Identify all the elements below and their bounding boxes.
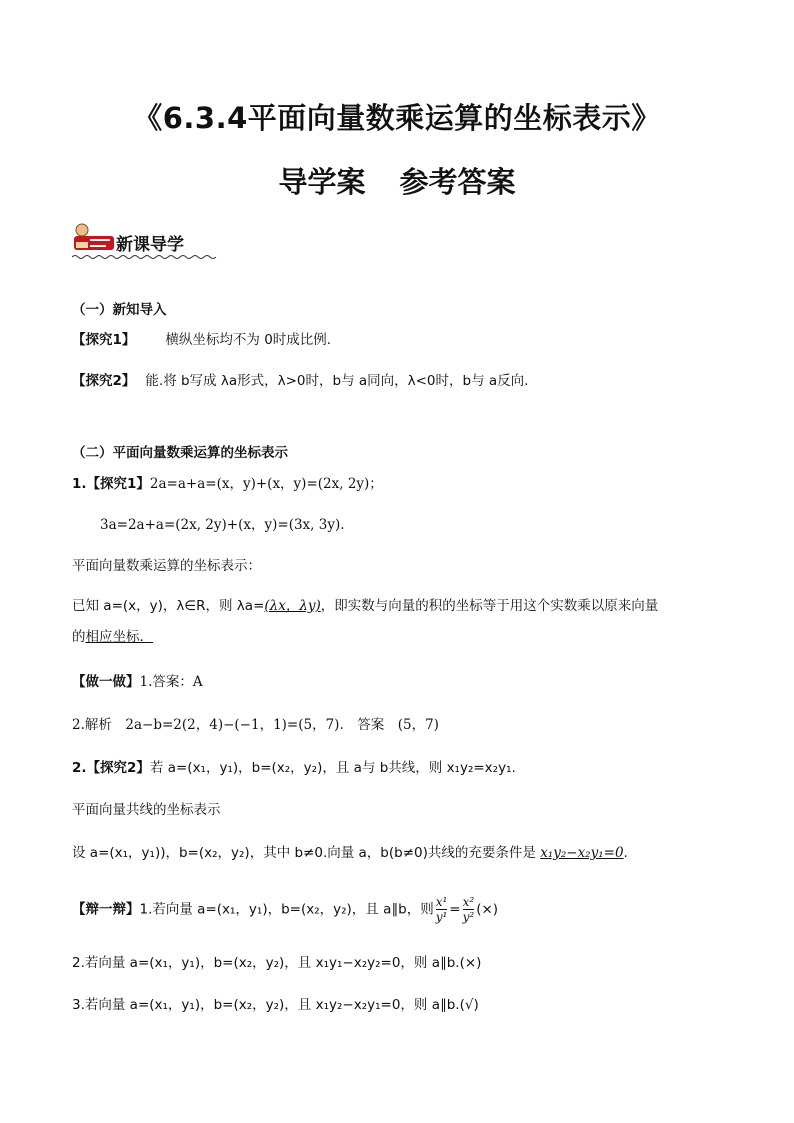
section-banner [72, 218, 222, 262]
p2-l4-under: (λx，λy) [264, 598, 321, 614]
judge1-eq: = [449, 901, 461, 918]
frac2-den: y² [462, 910, 475, 924]
p2-l10-pre: 设 a=(x₁，y₁))，b=(x₂，y₂)，其中 b≠0.向量 a，b(b≠0)共线的充要条件是 [72, 845, 541, 861]
explore1-line [72, 330, 331, 350]
p2-line2: 3a=2a+a=(2x, 2y)+(x，y)=(3x, 3y). [100, 517, 345, 533]
p2-line5 [72, 627, 153, 647]
try-text: 1.答案：A [139, 674, 203, 690]
p2-l1-tag: 1.【探究1】 [72, 476, 150, 492]
p2-l1-text: 2a=a+a=(x，y)+(x，y)=(2x, 2y)； [149, 476, 383, 492]
judge1-fraction-2 [463, 895, 475, 924]
banner-underline [72, 254, 218, 260]
judge1-fraction-1 [436, 895, 448, 924]
p2-l5-pre: 的 [72, 629, 86, 645]
p2-l8-text: 若 a=(x₁，y₁)，b=(x₂，y₂)，且 a与 b共线，则 x₁y₂=x₂y₁. [149, 760, 516, 776]
part1-heading: （一）新知导入 [72, 302, 167, 318]
solution-line: 2.解析 2a−b=2(2，4)−(−1，1)=(5，7). 答案 (5，7) [72, 717, 439, 733]
section-banner-label: 新课导学 [116, 235, 184, 255]
explore2-tag: 【探究2】 [72, 373, 136, 389]
page-title: 《6.3.4平面向量数乘运算的坐标表示》 [133, 101, 661, 135]
judge-tag: 【辩一辩】 [72, 901, 140, 918]
frac2-num: x² [462, 895, 475, 909]
subtitle-left: 导学案 [278, 165, 366, 199]
p2-l4-pre: 已知 a=(x，y)，λ∈R，则 λa= [72, 598, 265, 614]
frac1-den: y¹ [435, 910, 448, 924]
part2-heading: （二）平面向量数乘运算的坐标表示 [72, 445, 288, 461]
page-subtitle [0, 160, 794, 201]
p2-line3: 平面向量数乘运算的坐标表示： [72, 558, 261, 574]
p2-l8-tag: 2.【探究2】 [72, 760, 150, 776]
explore1-text: 横纵坐标均不为 0时成比例. [165, 332, 332, 348]
p2-l5-under: 相应坐标． [85, 629, 153, 645]
judge2-line: 2.若向量 a=(x₁，y₁)，b=(x₂，y₂)，且 x₁y₁−x₂y₂=0，则 a∥b.(×) [72, 955, 482, 971]
judge1-mark: (×) [476, 901, 499, 918]
p2-l10-post: . [623, 845, 628, 861]
p2-line8 [72, 758, 516, 778]
explore2-line [72, 371, 528, 391]
p2-l10-under: x₁y₂−x₂y₁=0 [540, 845, 624, 861]
try-line [72, 672, 203, 692]
judge1-pre: 1.若向量 a=(x₁，y₁)，b=(x₂，y₂)，且 a∥b，则 [139, 901, 434, 918]
p2-line10 [72, 843, 628, 863]
p2-line4 [72, 596, 658, 616]
hand-pointer-icon [72, 222, 118, 256]
p2-l4-post: ，即实数与向量的积的坐标等于用这个实数乘以原来向量 [320, 598, 659, 614]
explore1-tag: 【探究1】 [72, 332, 136, 348]
subtitle-right: 参考答案 [399, 165, 516, 199]
frac1-num: x¹ [435, 895, 448, 909]
p2-line1 [72, 474, 383, 494]
explore2-text: 能.将 b写成 λa形式，λ>0时，b与 a同向，λ<0时，b与 a反向. [145, 373, 529, 389]
p2-line9: 平面向量共线的坐标表示 [72, 802, 221, 818]
judge1-line [72, 895, 498, 924]
judge3-line: 3.若向量 a=(x₁，y₁)，b=(x₂，y₂)，且 x₁y₂−x₂y₁=0，则 a∥b.(√) [72, 997, 479, 1013]
try-tag: 【做一做】 [72, 674, 140, 690]
